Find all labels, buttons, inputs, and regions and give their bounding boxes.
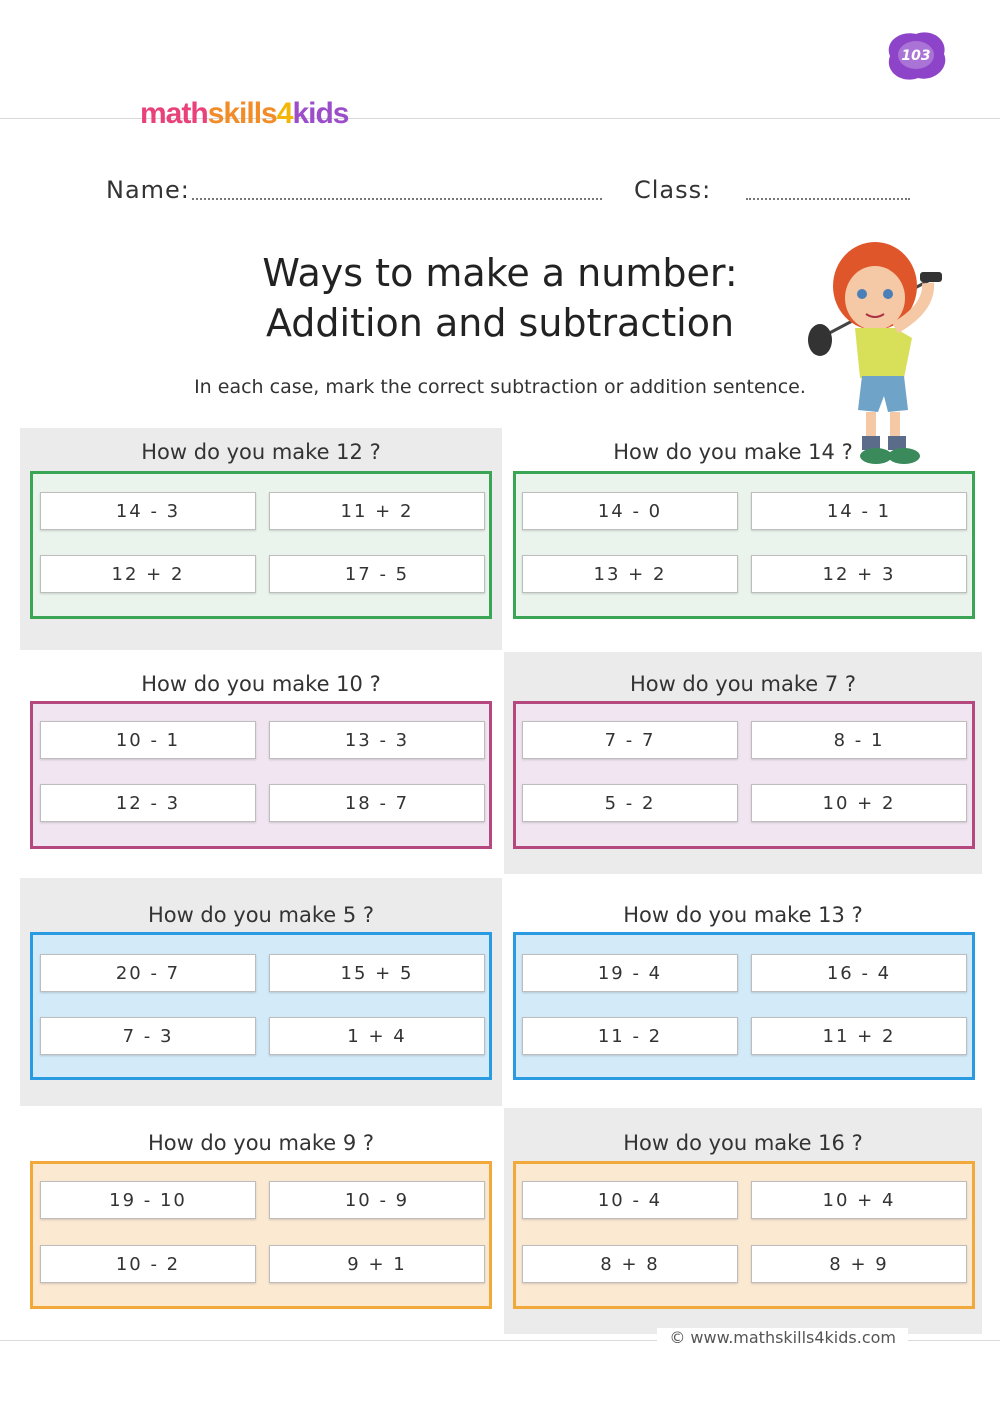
logo-part-skills: skills [207, 97, 277, 130]
option-button[interactable]: 8 + 9 [751, 1245, 967, 1283]
footer-copyright: © www.mathskills4kids.com [657, 1328, 908, 1347]
option-button[interactable]: 10 + 4 [751, 1181, 967, 1219]
logo-part-4: 4 [276, 97, 293, 130]
boy-golfer-illustration [800, 228, 990, 476]
option-button[interactable]: 12 + 3 [751, 555, 967, 593]
question-prompt: How do you make 14 ? [613, 440, 853, 464]
option-button[interactable]: 12 + 2 [40, 555, 256, 593]
name-label: Name: [106, 176, 190, 204]
option-button[interactable]: 9 + 1 [269, 1245, 485, 1283]
option-button[interactable]: 19 - 4 [522, 954, 738, 992]
logo-part-math: math [140, 97, 208, 130]
title-line-2: Addition and subtraction [265, 301, 735, 345]
option-button[interactable]: 11 - 2 [522, 1017, 738, 1055]
option-button[interactable]: 5 - 2 [522, 784, 738, 822]
option-button[interactable]: 10 - 4 [522, 1181, 738, 1219]
option-button[interactable]: 20 - 7 [40, 954, 256, 992]
option-button[interactable]: 14 - 3 [40, 492, 256, 530]
title-line-1: Ways to make a number: [262, 251, 738, 295]
question-prompt: How do you make 13 ? [623, 903, 863, 927]
option-button[interactable]: 8 + 8 [522, 1245, 738, 1283]
page-number-badge-icon [880, 28, 950, 84]
option-button[interactable]: 13 - 3 [269, 721, 485, 759]
option-button[interactable]: 16 - 4 [751, 954, 967, 992]
question-prompt: How do you make 16 ? [623, 1131, 863, 1155]
question-prompt: How do you make 12 ? [141, 440, 381, 464]
question-prompt: How do you make 5 ? [147, 903, 375, 927]
brand-logo [140, 94, 348, 134]
logo-part-kids: kids [292, 97, 349, 130]
option-button[interactable]: 11 + 2 [269, 492, 485, 530]
option-button[interactable]: 10 - 9 [269, 1181, 485, 1219]
question-prompt: How do you make 9 ? [147, 1131, 375, 1155]
option-button[interactable]: 11 + 2 [751, 1017, 967, 1055]
option-button[interactable]: 1 + 4 [269, 1017, 485, 1055]
option-button[interactable]: 10 + 2 [751, 784, 967, 822]
option-button[interactable]: 17 - 5 [269, 555, 485, 593]
option-button[interactable]: 12 - 3 [40, 784, 256, 822]
option-button[interactable]: 10 - 2 [40, 1245, 256, 1283]
option-button[interactable]: 7 - 7 [522, 721, 738, 759]
option-button[interactable]: 13 + 2 [522, 555, 738, 593]
class-label: Class: [634, 176, 712, 204]
instruction-text: In each case, mark the correct subtraction or addition sentence. [194, 376, 806, 398]
option-button[interactable]: 7 - 3 [40, 1017, 256, 1055]
page-number: 103 [901, 48, 931, 64]
name-write-line[interactable] [192, 198, 602, 200]
option-button[interactable]: 14 - 1 [751, 492, 967, 530]
option-button[interactable]: 15 + 5 [269, 954, 485, 992]
option-button[interactable]: 8 - 1 [751, 721, 967, 759]
class-write-line[interactable] [746, 198, 910, 200]
option-button[interactable]: 19 - 10 [40, 1181, 256, 1219]
question-prompt: How do you make 10 ? [141, 672, 381, 696]
option-button[interactable]: 14 - 0 [522, 492, 738, 530]
question-prompt: How do you make 7 ? [629, 672, 857, 696]
option-button[interactable]: 10 - 1 [40, 721, 256, 759]
option-button[interactable]: 18 - 7 [269, 784, 485, 822]
